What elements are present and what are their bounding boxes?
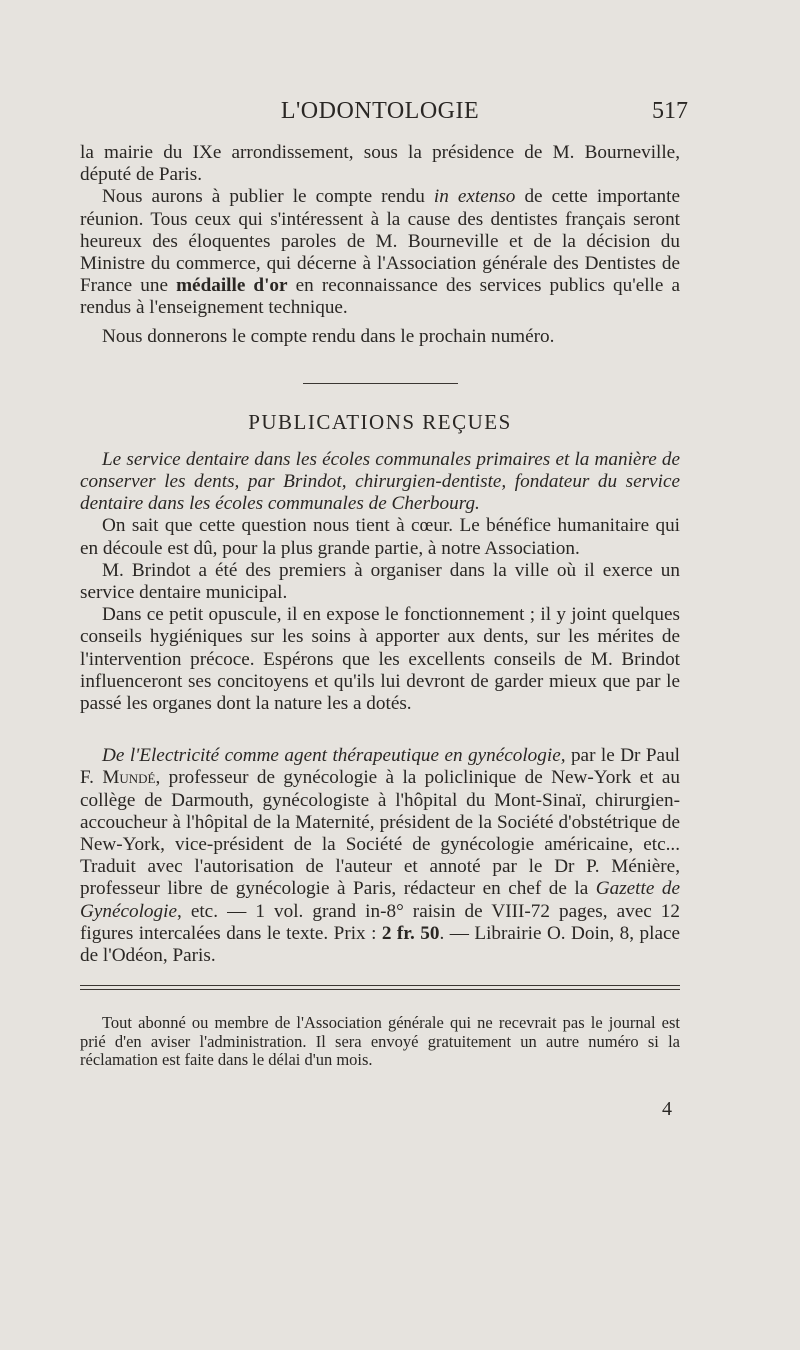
- paragraph-next-issue: Nous donnerons le compte rendu dans le prochain numéro.: [102, 325, 555, 347]
- publication-2-author: Mundé: [102, 767, 156, 789]
- section-title: PUBLICATIONS REÇUES: [248, 409, 512, 434]
- report-text-mid: de cette importante réunion. Tous ceux qui s'intéressent à la cause des dentistes français seront heureux des éloquentes paroles de M. Bourneville et de la décision du Ministre du commerce, qui décerne à l'Association générale des Dentistes de France une: [80, 186, 680, 297]
- signature-mark: 4: [662, 1097, 672, 1120]
- publication-1-para-1: On sait que cette question nous tient à cœur. Le bénéfice humanitaire qui en découle est dû, pour la plus grande partie, à notre Association.: [80, 515, 680, 559]
- page-number: 517: [652, 98, 688, 124]
- report-bold-medal: médaille d'or: [176, 275, 288, 297]
- footnote: [80, 1014, 680, 1070]
- publication-2-text-d: . — Librairie O. Doin, 8, place de l'Odéon, Paris.: [80, 922, 680, 967]
- running-head: [80, 98, 688, 132]
- report-italic: in extenso: [433, 186, 516, 208]
- report-text-end: en reconnaissance des services publics qu'elle a rendus à l'enseignement technique.: [80, 275, 680, 319]
- page-body: [80, 142, 680, 1121]
- double-rule-divider: [80, 985, 680, 990]
- publication-2-text-a: par le Dr Paul F.: [80, 745, 680, 789]
- paragraph-continuation: la mairie du IXe arrondissement, sous la présidence de M. Bourneville, député de Paris.: [80, 142, 680, 186]
- running-title: L'ODONTOLOGIE: [280, 98, 480, 124]
- publication-1-para-3: Dans ce petit opuscule, il en expose le fonctionnement ; il y joint quelques conseils hygiéniques sur les soins à apporter aux dents, sur les mérites de l'intervention précoce. Espérons que les excellents conseils de M. Brindot influenceront ses concitoyens et qu'ils lui devront de garder mieux que par le passé les organes dont la nature les a dotés.: [80, 604, 680, 715]
- publication-2-price: 2 fr. 50: [381, 922, 440, 944]
- publication-1-title: Le service dentaire dans les écoles communales primaires et la manière de conserver les dents, par Brindot, chirurgien-dentiste, fondateur du service dentaire dans les écoles communales de Cherbourg.: [80, 448, 680, 515]
- publication-2-text-b: , professeur de gynécologie à la policlinique de New-York et au collège de Darmouth, gynécologiste à l'hôpital du Mont-Sinaï, chirurgien-accoucheur à l'hôpital de la Maternité, président de la Société d'obstétrique de New-York, vice-président de la Société de gynécologie américaine, etc... Traduit avec l'autorisation de l'auteur et annoté par le Dr P. Ménière, professeur libre de gynécologie à Paris, rédacteur en chef de la: [80, 767, 680, 900]
- rule-line-top: [80, 985, 680, 986]
- spacer: [80, 715, 680, 745]
- publication-2-text-c: , etc. — 1 vol. grand in-8° raisin de VIII-72 pages, avec 12 figures intercalées dans le texte. Prix :: [80, 900, 680, 944]
- rule-line-bottom: [80, 989, 680, 990]
- footnote-text: Tout abonné ou membre de l'Association générale qui ne recevrait pas le journal est prié d'en aviser l'administration. Il sera envoyé gratuitement un autre numéro si la réclamation est faite dans le délai d'un mois.: [80, 1013, 680, 1070]
- publication-2-title: De l'Electricité comme agent thérapeutique en gynécologie,: [102, 745, 566, 767]
- publication-2-entry: [80, 745, 680, 967]
- publication-2-journal: Gazette de Gynécologie: [80, 878, 680, 922]
- report-text-start: Nous aurons à publier le compte rendu: [102, 186, 434, 208]
- paragraph-report: [80, 186, 680, 319]
- publication-1-para-2: M. Brindot a été des premiers à organiser dans la ville où il exerce un service dentaire municipal.: [80, 559, 680, 604]
- section-divider: [303, 383, 458, 384]
